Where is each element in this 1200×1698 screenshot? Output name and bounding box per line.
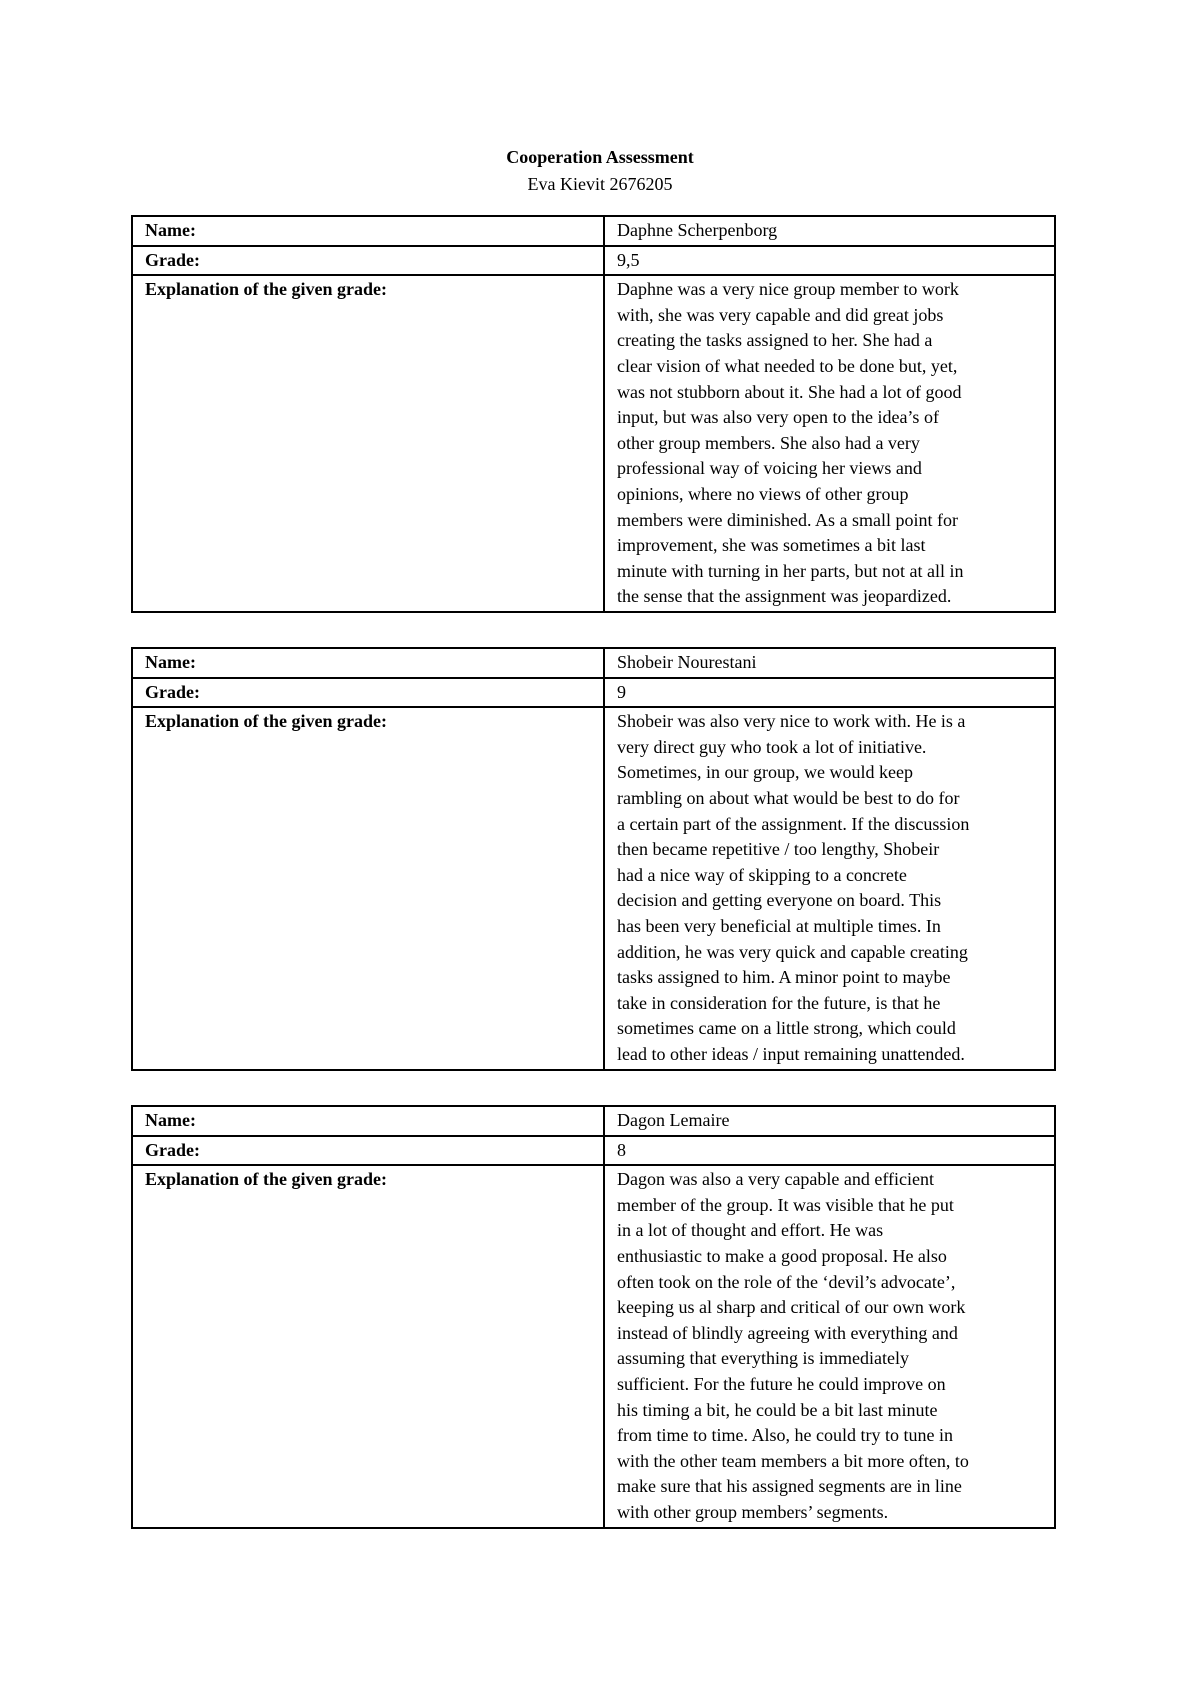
- assessment-table: [131, 1105, 1056, 1529]
- name-label: Name:: [132, 216, 604, 246]
- explanation-line: opinions, where no views of other group: [617, 483, 909, 504]
- member-grade: 9,5: [604, 246, 1055, 276]
- explanation-line: input, but was also very open to the idea’s of: [617, 407, 939, 428]
- explanation-line: with the other team members a bit more often, to: [617, 1450, 969, 1471]
- explanation-text: [604, 707, 1055, 1069]
- explanation-line: assuming that everything is immediately: [617, 1348, 909, 1369]
- member-grade: 9: [604, 678, 1055, 708]
- explanation-line: very direct guy who took a lot of initiative.: [617, 736, 927, 757]
- explanation-line: with other group members’ segments.: [617, 1501, 889, 1522]
- explanation-line: a certain part of the assignment. If the discussion: [617, 813, 970, 834]
- explanation-line: enthusiastic to make a good proposal. He also: [617, 1245, 947, 1266]
- member-name: Dagon Lemaire: [604, 1106, 1055, 1136]
- explanation-line: sufficient. For the future he could improve on: [617, 1373, 946, 1394]
- explanation-line: minute with turning in her parts, but not at all in: [617, 560, 964, 581]
- explanation-line: Daphne was a very nice group member to work: [617, 279, 959, 300]
- explanation-label: Explanation of the given grade:: [132, 1165, 604, 1527]
- explanation-text: [604, 275, 1055, 612]
- explanation-line: Sometimes, in our group, we would keep: [617, 762, 913, 783]
- explanation-line: professional way of voicing her views and: [617, 458, 922, 479]
- explanation-line: tasks assigned to him. A minor point to maybe: [617, 967, 951, 988]
- member-name: Daphne Scherpenborg: [604, 216, 1055, 246]
- explanation-row: [132, 707, 1055, 1069]
- member-grade: 8: [604, 1136, 1055, 1166]
- explanation-line: the sense that the assignment was jeopardized.: [617, 586, 952, 607]
- explanation-line: lead to other ideas / input remaining unattended.: [617, 1043, 965, 1064]
- explanation-line: has been very beneficial at multiple times. In: [617, 915, 941, 936]
- name-row: [132, 216, 1055, 246]
- explanation-line: from time to time. Also, he could try to tune in: [617, 1425, 953, 1446]
- document-title: Cooperation Assessment: [506, 147, 694, 167]
- name-label: Name:: [132, 1106, 604, 1136]
- explanation-line: sometimes came on a little strong, which could: [617, 1018, 956, 1039]
- grade-label: Grade:: [132, 678, 604, 708]
- explanation-line: Shobeir was also very nice to work with. He is a: [617, 711, 966, 732]
- explanation-row: [132, 275, 1055, 612]
- explanation-line: decision and getting everyone on board. This: [617, 890, 942, 911]
- grade-label: Grade:: [132, 1136, 604, 1166]
- grade-row: [132, 678, 1055, 708]
- explanation-line: rambling on about what would be best to do for: [617, 787, 960, 808]
- name-label: Name:: [132, 648, 604, 678]
- document-author: Eva Kievit 2676205: [527, 174, 673, 194]
- explanation-line: make sure that his assigned segments are in line: [617, 1476, 962, 1497]
- assessment-table: [131, 215, 1056, 613]
- explanation-line: then became repetitive / too lengthy, Shobeir: [617, 839, 940, 860]
- grade-row: [132, 1136, 1055, 1166]
- explanation-line: member of the group. It was visible that he put: [617, 1194, 954, 1215]
- explanation-label: Explanation of the given grade:: [132, 275, 604, 612]
- member-name: Shobeir Nourestani: [604, 648, 1055, 678]
- explanation-line: instead of blindly agreeing with everything and: [617, 1322, 958, 1343]
- explanation-text: [604, 1165, 1055, 1527]
- explanation-line: in a lot of thought and effort. He was: [617, 1220, 884, 1241]
- grade-row: [132, 246, 1055, 276]
- explanation-line: clear vision of what needed to be done but, yet,: [617, 355, 958, 376]
- explanation-line: his timing a bit, he could be a bit last minute: [617, 1399, 938, 1420]
- explanation-line: often took on the role of the ‘devil’s advocate’,: [617, 1271, 956, 1292]
- name-row: [132, 1106, 1055, 1136]
- explanation-line: members were diminished. As a small point for: [617, 509, 958, 530]
- explanation-line: improvement, she was sometimes a bit last: [617, 535, 926, 556]
- explanation-label: Explanation of the given grade:: [132, 707, 604, 1069]
- explanation-line: with, she was very capable and did great jobs: [617, 304, 944, 325]
- grade-label: Grade:: [132, 246, 604, 276]
- explanation-line: take in consideration for the future, is that he: [617, 992, 941, 1013]
- explanation-line: had a nice way of skipping to a concrete: [617, 864, 907, 885]
- explanation-line: Dagon was also a very capable and efficient: [617, 1169, 935, 1190]
- explanation-line: other group members. She also had a very: [617, 432, 920, 453]
- explanation-line: addition, he was very quick and capable creating: [617, 941, 968, 962]
- explanation-line: keeping us al sharp and critical of our own work: [617, 1297, 966, 1318]
- name-row: [132, 648, 1055, 678]
- explanation-line: creating the tasks assigned to her. She had a: [617, 330, 933, 351]
- assessment-table: [131, 647, 1056, 1071]
- explanation-row: [132, 1165, 1055, 1527]
- explanation-line: was not stubborn about it. She had a lot of good: [617, 381, 962, 402]
